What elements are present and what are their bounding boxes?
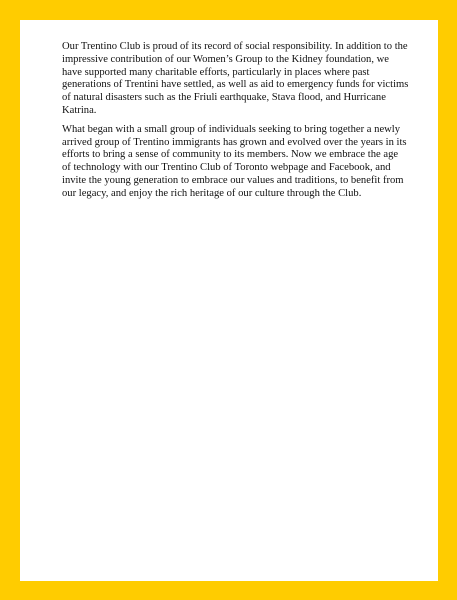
paragraph-social-responsibility: Our Trentino Club is proud of its record of social responsibility. In addition to the impressive contribution of our Women’s Group to the Kidney foundation, we have supported many charitable efforts, particularly in places where past generations of Trentini have settled, as well as aid to emergency funds for victims of natural disasters such as the Friuli earthquake, Stava flood, and Hurricane Katrina. (62, 41, 409, 116)
page-sheet (20, 20, 438, 581)
paragraph-club-history: What began with a small group of individuals seeking to bring together a newly arrived group of Trentino immigrants has grown and evolved over the years in its efforts to bring a sense of community to its members. Now we embrace the age of technology with our Trentino Club of Toronto webpage and Facebook, and invite the young generation to embrace our values and traditions, to benefit from our legacy, and enjoy the rich heritage of our culture through the Club. (62, 123, 407, 199)
